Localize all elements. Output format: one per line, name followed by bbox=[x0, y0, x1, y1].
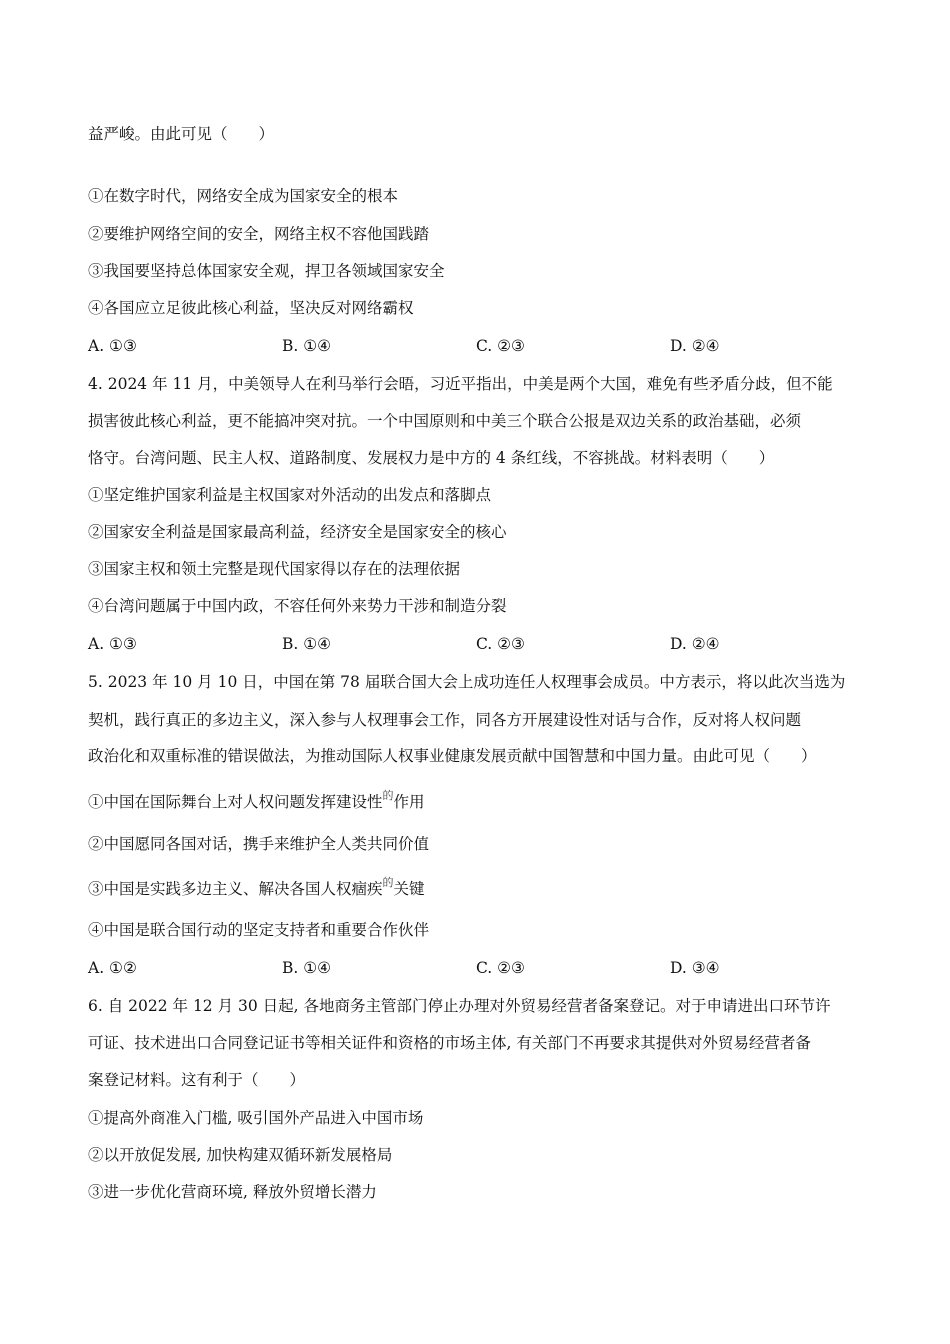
q4-options bbox=[88, 634, 868, 654]
q4-option-c[interactable]: C. ②③ bbox=[476, 635, 525, 653]
q4-option-d[interactable]: D. ②④ bbox=[670, 635, 720, 653]
q4-stem-line-1: 4. 2024 年 11 月，中美领导人在利马举行会晤，习近平指出，中美是两个大国，难免有些矛盾分歧，但不能 bbox=[88, 375, 833, 393]
q3-item-1: ①在数字时代，网络安全成为国家安全的根本 bbox=[88, 187, 399, 205]
q4-item-4: ④台湾问题属于中国内政，不容任何外来势力干涉和制造分裂 bbox=[88, 597, 507, 615]
q3-item-3: ③我国要坚持总体国家安全观，捍卫各领域国家安全 bbox=[88, 262, 445, 280]
q5-item-3-tail: 关键 bbox=[393, 880, 425, 898]
q3-option-b[interactable]: B. ①④ bbox=[282, 337, 332, 355]
q5-item-1-tail: 作用 bbox=[393, 793, 425, 811]
q4-option-b[interactable]: B. ①④ bbox=[282, 635, 332, 653]
q5-item-3-text: ③中国是实践多边主义、解决各国人权痼疾 bbox=[88, 880, 383, 898]
q5-item-2: ②中国愿同各国对话，携手来维护全人类共同价值 bbox=[88, 835, 430, 853]
q3-item-2: ②要维护网络空间的安全，网络主权不容他国践踏 bbox=[88, 225, 430, 243]
q5-stem-line-1: 5. 2023 年 10 月 10 日，中国在第 78 届联合国大会上成功连任人权理事会成员。中方表示，将以此次当选为 bbox=[88, 673, 846, 691]
q5-stem-line-2: 契机，践行真正的多边主义，深入参与人权理事会工作，同各方开展建设性对话与合作，反对将人权问题 bbox=[88, 711, 802, 729]
q4-stem-line-3: 恪守。台湾问题、民主人权、道路制度、发展权力是中方的 4 条红线，不容挑战。材料表明（ ） bbox=[88, 449, 775, 467]
q5-item-1-text: ①中国在国际舞台上对人权问题发挥建设性 bbox=[88, 793, 383, 811]
q3-options bbox=[88, 336, 868, 356]
q5-item-1 bbox=[88, 789, 425, 814]
q5-item-3-superscript: 的 bbox=[382, 876, 394, 889]
q4-stem-line-2: 损害彼此核心利益，更不能搞冲突对抗。一个中国原则和中美三个联合公报是双边关系的政治基础，必须 bbox=[88, 412, 802, 430]
q5-item-3 bbox=[88, 876, 425, 901]
q6-item-2: ②以开放促发展, 加快构建双循环新发展格局 bbox=[88, 1146, 393, 1164]
q3-item-4: ④各国应立足彼此核心利益，坚决反对网络霸权 bbox=[88, 299, 414, 317]
q5-option-c[interactable]: C. ②③ bbox=[476, 959, 525, 977]
q6-item-1: ①提高外商准入门槛, 吸引国外产品进入中国市场 bbox=[88, 1109, 424, 1127]
q6-stem-line-1: 6. 自 2022 年 12 月 30 日起, 各地商务主管部门停止办理对外贸易经营者备案登记。对于申请进出口环节许 bbox=[88, 997, 831, 1015]
q5-item-1-superscript: 的 bbox=[382, 789, 394, 802]
q4-item-3: ③国家主权和领土完整是现代国家得以存在的法理依据 bbox=[88, 560, 461, 578]
q5-stem-line-3: 政治化和双重标准的错误做法，为推动国际人权事业健康发展贡献中国智慧和中国力量。由此可见（ ） bbox=[88, 747, 817, 765]
q3-option-c[interactable]: C. ②③ bbox=[476, 337, 525, 355]
q5-item-4: ④中国是联合国行动的坚定支持者和重要合作伙伴 bbox=[88, 921, 430, 939]
q6-item-3: ③进一步优化营商环境, 释放外贸增长潜力 bbox=[88, 1183, 377, 1201]
q5-option-a[interactable]: A. ①② bbox=[88, 959, 137, 977]
q3-option-d[interactable]: D. ②④ bbox=[670, 337, 720, 355]
q5-option-b[interactable]: B. ①④ bbox=[282, 959, 332, 977]
q3-option-a[interactable]: A. ①③ bbox=[88, 337, 137, 355]
q6-stem-line-3: 案登记材料。这有利于（ ） bbox=[88, 1071, 306, 1089]
q6-stem-line-2: 可证、技术进出口合同登记证书等相关证件和资格的市场主体, 有关部门不再要求其提供对外贸易经营者备 bbox=[88, 1034, 811, 1052]
q3-stem-end: 益严峻。由此可见（ ） bbox=[88, 125, 275, 143]
q5-options bbox=[88, 958, 868, 978]
q4-item-2: ②国家安全利益是国家最高利益，经济安全是国家安全的核心 bbox=[88, 523, 507, 541]
q5-option-d[interactable]: D. ③④ bbox=[670, 959, 720, 977]
q4-option-a[interactable]: A. ①③ bbox=[88, 635, 137, 653]
q4-item-1: ①坚定维护国家利益是主权国家对外活动的出发点和落脚点 bbox=[88, 486, 492, 504]
